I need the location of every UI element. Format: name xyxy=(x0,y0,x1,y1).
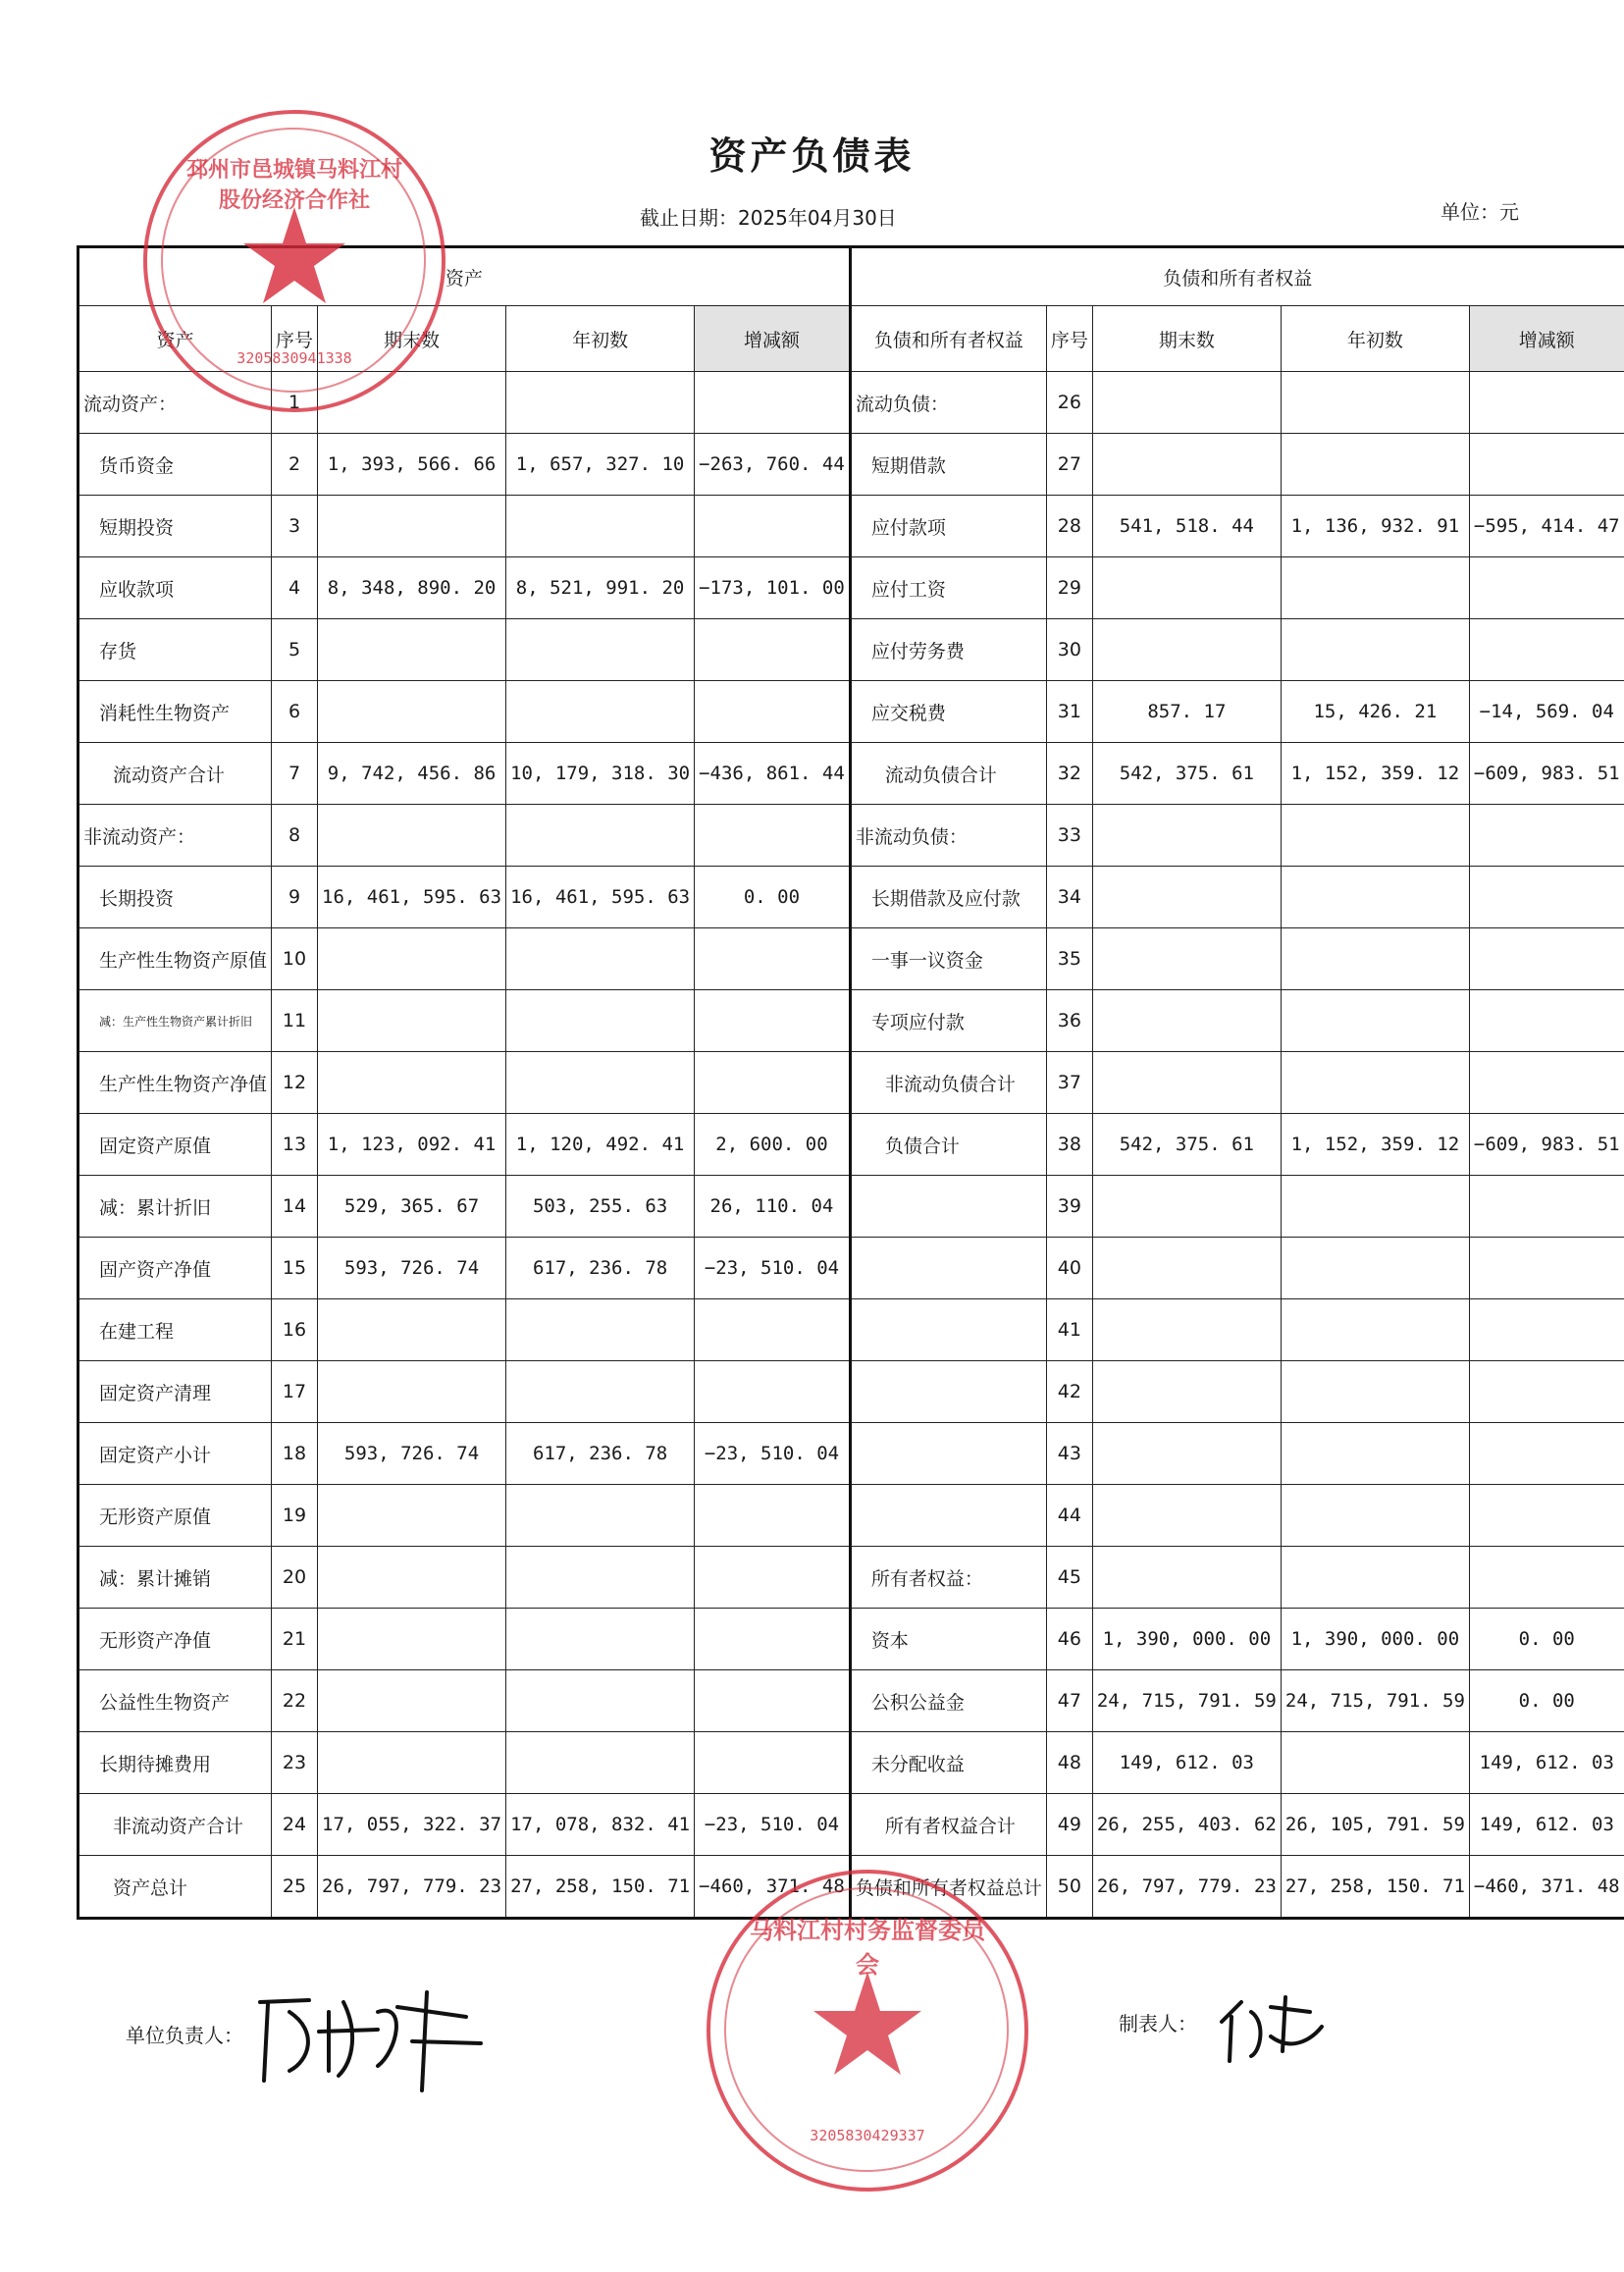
asset-name: 货币资金 xyxy=(79,434,272,496)
asset-seq: 14 xyxy=(272,1176,318,1238)
asset-name: 无形资产原值 xyxy=(79,1485,272,1547)
liability-begin-value: 1, 390, 000. 00 xyxy=(1281,1609,1469,1670)
asset-end-value xyxy=(318,805,506,867)
asset-change-value xyxy=(695,1299,851,1361)
liability-change-value xyxy=(1469,1052,1624,1114)
liability-end-value xyxy=(1092,1299,1281,1361)
liability-name: 未分配收益 xyxy=(850,1732,1046,1794)
document-title: 资产负债表 xyxy=(708,134,916,178)
asset-begin-value: 617, 236. 78 xyxy=(506,1423,695,1485)
liability-seq: 36 xyxy=(1046,990,1092,1052)
liability-name xyxy=(850,1361,1046,1423)
liability-change-value xyxy=(1469,990,1624,1052)
asset-name: 减：生产性生物资产累计折旧 xyxy=(79,990,272,1052)
asset-end-value xyxy=(318,619,506,681)
liability-seq: 29 xyxy=(1046,557,1092,619)
liability-end-value xyxy=(1092,1423,1281,1485)
asset-seq: 8 xyxy=(272,805,318,867)
balance-sheet-table xyxy=(77,245,1624,1920)
asset-begin-value xyxy=(506,1485,695,1547)
table-row xyxy=(79,1176,1624,1238)
asset-end-value xyxy=(318,496,506,557)
liability-begin-value xyxy=(1281,1485,1469,1547)
asset-name: 固定资产原值 xyxy=(79,1114,272,1176)
asset-change-value: −173, 101. 00 xyxy=(695,557,851,619)
asset-seq: 10 xyxy=(272,928,318,990)
table-row xyxy=(79,1485,1624,1547)
asset-change-value: 26, 110. 04 xyxy=(695,1176,851,1238)
liability-seq: 34 xyxy=(1046,867,1092,928)
liability-change-value: 0. 00 xyxy=(1469,1670,1624,1732)
liability-begin-value xyxy=(1281,805,1469,867)
liability-name: 负债和所有者权益总计 xyxy=(850,1856,1046,1919)
liability-name: 应付劳务费 xyxy=(850,619,1046,681)
liability-name: 资本 xyxy=(850,1609,1046,1670)
asset-change-value xyxy=(695,372,851,434)
liability-end-value: 26, 797, 779. 23 xyxy=(1092,1856,1281,1919)
asset-end-value xyxy=(318,1485,506,1547)
asset-begin-value: 17, 078, 832. 41 xyxy=(506,1794,695,1856)
asset-begin-value xyxy=(506,1670,695,1732)
liability-begin-value xyxy=(1281,1052,1469,1114)
liability-seq: 43 xyxy=(1046,1423,1092,1485)
liability-begin-value: 24, 715, 791. 59 xyxy=(1281,1670,1469,1732)
asset-seq: 13 xyxy=(272,1114,318,1176)
liability-begin-value xyxy=(1281,434,1469,496)
liability-change-value: −595, 414. 47 xyxy=(1469,496,1624,557)
asset-change-value xyxy=(695,496,851,557)
liability-name: 非流动负债： xyxy=(850,805,1046,867)
asset-end-value xyxy=(318,990,506,1052)
asset-begin-value: 10, 179, 318. 30 xyxy=(506,743,695,805)
asset-name: 公益性生物资产 xyxy=(79,1670,272,1732)
liability-seq: 33 xyxy=(1046,805,1092,867)
asset-begin-value xyxy=(506,805,695,867)
table-row xyxy=(79,805,1624,867)
liability-name: 专项应付款 xyxy=(850,990,1046,1052)
asset-begin-value: 1, 657, 327. 10 xyxy=(506,434,695,496)
asset-seq: 2 xyxy=(272,434,318,496)
asset-name: 流动资产： xyxy=(79,372,272,434)
asset-change-value xyxy=(695,681,851,743)
asset-end-value: 593, 726. 74 xyxy=(318,1238,506,1299)
liability-begin-value xyxy=(1281,1176,1469,1238)
cutoff-date: 截止日期：2025年04月30日 xyxy=(640,206,897,230)
asset-end-value: 1, 393, 566. 66 xyxy=(318,434,506,496)
table-row xyxy=(79,1547,1624,1609)
begin-column-header: 年初数 xyxy=(506,306,695,372)
liability-change-value: −609, 983. 51 xyxy=(1469,743,1624,805)
asset-seq: 22 xyxy=(272,1670,318,1732)
asset-end-value: 529, 365. 67 xyxy=(318,1176,506,1238)
liability-end-value: 26, 255, 403. 62 xyxy=(1092,1794,1281,1856)
liability-seq: 32 xyxy=(1046,743,1092,805)
liability-name xyxy=(850,1176,1046,1238)
liability-name: 应付工资 xyxy=(850,557,1046,619)
asset-seq: 20 xyxy=(272,1547,318,1609)
liability-change-value xyxy=(1469,867,1624,928)
liability-end-value xyxy=(1092,805,1281,867)
asset-end-value: 9, 742, 456. 86 xyxy=(318,743,506,805)
table-row xyxy=(79,1114,1624,1176)
liability-change-value xyxy=(1469,434,1624,496)
table-row xyxy=(79,619,1624,681)
liability-seq: 48 xyxy=(1046,1732,1092,1794)
liability-change-value xyxy=(1469,1423,1624,1485)
asset-end-value: 26, 797, 779. 23 xyxy=(318,1856,506,1919)
change-column-header-2: 增减额 xyxy=(1469,306,1624,372)
liability-name: 非流动负债合计 xyxy=(850,1052,1046,1114)
asset-begin-value xyxy=(506,372,695,434)
liability-seq: 37 xyxy=(1046,1052,1092,1114)
seq-column-header: 序号 xyxy=(272,306,318,372)
asset-end-value xyxy=(318,1609,506,1670)
asset-end-value xyxy=(318,1361,506,1423)
liability-name: 一事一议资金 xyxy=(850,928,1046,990)
asset-column-header: 资产 xyxy=(79,306,272,372)
asset-begin-value: 503, 255. 63 xyxy=(506,1176,695,1238)
table-row xyxy=(79,496,1624,557)
assets-group-header: 资产 xyxy=(79,247,851,306)
end-column-header-2: 期末数 xyxy=(1092,306,1281,372)
asset-name: 在建工程 xyxy=(79,1299,272,1361)
asset-end-value xyxy=(318,681,506,743)
asset-seq: 18 xyxy=(272,1423,318,1485)
asset-begin-value xyxy=(506,619,695,681)
liability-seq: 26 xyxy=(1046,372,1092,434)
liability-begin-value xyxy=(1281,928,1469,990)
liability-end-value xyxy=(1092,1547,1281,1609)
liability-end-value xyxy=(1092,1176,1281,1238)
liab-column-header: 负债和所有者权益 xyxy=(850,306,1046,372)
asset-change-value xyxy=(695,1052,851,1114)
asset-seq: 6 xyxy=(272,681,318,743)
liability-change-value: 149, 612. 03 xyxy=(1469,1794,1624,1856)
asset-begin-value xyxy=(506,928,695,990)
liability-begin-value: 1, 152, 359. 12 xyxy=(1281,743,1469,805)
asset-name: 减：累计折旧 xyxy=(79,1176,272,1238)
asset-seq: 25 xyxy=(272,1856,318,1919)
asset-change-value: −23, 510. 04 xyxy=(695,1794,851,1856)
asset-begin-value xyxy=(506,496,695,557)
liability-name: 应付款项 xyxy=(850,496,1046,557)
liability-seq: 28 xyxy=(1046,496,1092,557)
liability-begin-value: 1, 136, 932. 91 xyxy=(1281,496,1469,557)
liability-name xyxy=(850,1423,1046,1485)
asset-end-value xyxy=(318,1732,506,1794)
liability-end-value xyxy=(1092,990,1281,1052)
asset-name: 无形资产净值 xyxy=(79,1609,272,1670)
asset-name: 固产资产净值 xyxy=(79,1238,272,1299)
asset-seq: 5 xyxy=(272,619,318,681)
asset-seq: 23 xyxy=(272,1732,318,1794)
asset-change-value xyxy=(695,1361,851,1423)
liability-end-value xyxy=(1092,619,1281,681)
asset-seq: 19 xyxy=(272,1485,318,1547)
asset-change-value: −436, 861. 44 xyxy=(695,743,851,805)
change-column-header: 增减额 xyxy=(695,306,851,372)
liability-name: 公积公益金 xyxy=(850,1670,1046,1732)
currency-unit: 单位：元 xyxy=(1441,200,1519,224)
asset-begin-value xyxy=(506,681,695,743)
asset-end-value: 1, 123, 092. 41 xyxy=(318,1114,506,1176)
asset-begin-value xyxy=(506,1609,695,1670)
liability-name xyxy=(850,1299,1046,1361)
asset-name: 消耗性生物资产 xyxy=(79,681,272,743)
liability-end-value: 857. 17 xyxy=(1092,681,1281,743)
asset-begin-value: 16, 461, 595. 63 xyxy=(506,867,695,928)
liability-end-value: 542, 375. 61 xyxy=(1092,743,1281,805)
asset-seq: 15 xyxy=(272,1238,318,1299)
preparer-signature xyxy=(1212,1982,1330,2071)
unit-head-label: 单位负责人： xyxy=(126,2024,243,2047)
asset-begin-value: 617, 236. 78 xyxy=(506,1238,695,1299)
liability-seq: 40 xyxy=(1046,1238,1092,1299)
asset-begin-value xyxy=(506,1052,695,1114)
liability-end-value xyxy=(1092,928,1281,990)
table-row xyxy=(79,557,1624,619)
asset-change-value: 0. 00 xyxy=(695,867,851,928)
asset-change-value xyxy=(695,1670,851,1732)
liability-name: 所有者权益： xyxy=(850,1547,1046,1609)
table-row xyxy=(79,1299,1624,1361)
liability-name: 短期借款 xyxy=(850,434,1046,496)
table-row xyxy=(79,1423,1624,1485)
asset-name: 应收款项 xyxy=(79,557,272,619)
asset-seq: 4 xyxy=(272,557,318,619)
liability-begin-value xyxy=(1281,1423,1469,1485)
asset-begin-value xyxy=(506,1732,695,1794)
asset-change-value xyxy=(695,805,851,867)
liability-seq: 39 xyxy=(1046,1176,1092,1238)
liability-seq: 47 xyxy=(1046,1670,1092,1732)
liabilities-group-header: 负债和所有者权益 xyxy=(850,247,1624,306)
table-row xyxy=(79,867,1624,928)
seal-inscription: 邳州市邑城镇马料江村股份经济合作社 xyxy=(185,158,402,213)
asset-change-value xyxy=(695,928,851,990)
asset-begin-value xyxy=(506,1547,695,1609)
liability-seq: 35 xyxy=(1046,928,1092,990)
asset-begin-value xyxy=(506,990,695,1052)
liability-change-value xyxy=(1469,372,1624,434)
liability-end-value xyxy=(1092,557,1281,619)
asset-name: 存货 xyxy=(79,619,272,681)
seal-code-2: 3205830429337 xyxy=(810,2127,925,2144)
asset-name: 固定资产清理 xyxy=(79,1361,272,1423)
asset-begin-value xyxy=(506,1361,695,1423)
asset-end-value: 17, 055, 322. 37 xyxy=(318,1794,506,1856)
liability-begin-value: 27, 258, 150. 71 xyxy=(1281,1856,1469,1919)
liability-name: 负债合计 xyxy=(850,1114,1046,1176)
asset-name: 固定资产小计 xyxy=(79,1423,272,1485)
asset-name: 长期投资 xyxy=(79,867,272,928)
liability-end-value xyxy=(1092,372,1281,434)
asset-begin-value: 1, 120, 492. 41 xyxy=(506,1114,695,1176)
seq-column-header-2: 序号 xyxy=(1046,306,1092,372)
asset-seq: 12 xyxy=(272,1052,318,1114)
liability-begin-value: 26, 105, 791. 59 xyxy=(1281,1794,1469,1856)
asset-end-value xyxy=(318,928,506,990)
liability-begin-value xyxy=(1281,1299,1469,1361)
asset-end-value xyxy=(318,1670,506,1732)
liability-change-value xyxy=(1469,1299,1624,1361)
liability-begin-value: 1, 152, 359. 12 xyxy=(1281,1114,1469,1176)
liability-begin-value xyxy=(1281,1238,1469,1299)
seal-code: 3205830941338 xyxy=(236,349,352,367)
asset-name: 资产总计 xyxy=(79,1856,272,1919)
begin-column-header-2: 年初数 xyxy=(1281,306,1469,372)
asset-change-value: −263, 760. 44 xyxy=(695,434,851,496)
liability-name: 所有者权益合计 xyxy=(850,1794,1046,1856)
liability-seq: 27 xyxy=(1046,434,1092,496)
asset-seq: 11 xyxy=(272,990,318,1052)
table-row xyxy=(79,1609,1624,1670)
liability-end-value: 149, 612. 03 xyxy=(1092,1732,1281,1794)
asset-end-value xyxy=(318,1547,506,1609)
liability-end-value xyxy=(1092,1238,1281,1299)
asset-name: 长期待摊费用 xyxy=(79,1732,272,1794)
asset-name: 减：累计摊销 xyxy=(79,1547,272,1609)
liability-begin-value xyxy=(1281,990,1469,1052)
liability-change-value: 0. 00 xyxy=(1469,1609,1624,1670)
unit-head-signature xyxy=(250,1973,496,2100)
asset-begin-value: 8, 521, 991. 20 xyxy=(506,557,695,619)
asset-end-value: 593, 726. 74 xyxy=(318,1423,506,1485)
liability-change-value xyxy=(1469,1176,1624,1238)
liability-seq: 50 xyxy=(1046,1856,1092,1919)
asset-change-value xyxy=(695,1609,851,1670)
asset-begin-value xyxy=(506,1299,695,1361)
liability-name: 流动负债合计 xyxy=(850,743,1046,805)
liability-seq: 49 xyxy=(1046,1794,1092,1856)
liability-begin-value xyxy=(1281,1547,1469,1609)
liability-seq: 41 xyxy=(1046,1299,1092,1361)
asset-end-value xyxy=(318,1299,506,1361)
liability-change-value xyxy=(1469,557,1624,619)
table-row xyxy=(79,990,1624,1052)
asset-change-value xyxy=(695,1732,851,1794)
liability-begin-value xyxy=(1281,372,1469,434)
liability-end-value: 541, 518. 44 xyxy=(1092,496,1281,557)
liability-end-value: 24, 715, 791. 59 xyxy=(1092,1670,1281,1732)
asset-end-value: 8, 348, 890. 20 xyxy=(318,557,506,619)
table-row xyxy=(79,1238,1624,1299)
liability-end-value xyxy=(1092,434,1281,496)
asset-change-value xyxy=(695,990,851,1052)
liability-change-value xyxy=(1469,1547,1624,1609)
liability-name xyxy=(850,1238,1046,1299)
asset-seq: 9 xyxy=(272,867,318,928)
liability-name: 应交税费 xyxy=(850,681,1046,743)
asset-change-value: 2, 600. 00 xyxy=(695,1114,851,1176)
asset-seq: 17 xyxy=(272,1361,318,1423)
asset-change-value: −23, 510. 04 xyxy=(695,1423,851,1485)
asset-begin-value: 27, 258, 150. 71 xyxy=(506,1856,695,1919)
liability-change-value: −609, 983. 51 xyxy=(1469,1114,1624,1176)
liability-begin-value xyxy=(1281,867,1469,928)
table-row xyxy=(79,743,1624,805)
table-row xyxy=(79,681,1624,743)
liability-seq: 31 xyxy=(1046,681,1092,743)
table-row xyxy=(79,434,1624,496)
end-column-header: 期末数 xyxy=(318,306,506,372)
liability-change-value xyxy=(1469,1361,1624,1423)
supervision-committee-seal xyxy=(707,1870,1028,2192)
liability-change-value xyxy=(1469,619,1624,681)
asset-seq: 24 xyxy=(272,1794,318,1856)
liability-end-value xyxy=(1092,1485,1281,1547)
asset-change-value: −460, 371. 48 xyxy=(695,1856,851,1919)
liability-end-value: 542, 375. 61 xyxy=(1092,1114,1281,1176)
table-row xyxy=(79,1670,1624,1732)
liability-change-value xyxy=(1469,928,1624,990)
liability-begin-value xyxy=(1281,619,1469,681)
liability-change-value xyxy=(1469,805,1624,867)
liability-seq: 38 xyxy=(1046,1114,1092,1176)
liability-change-value: 149, 612. 03 xyxy=(1469,1732,1624,1794)
liability-change-value: −460, 371. 48 xyxy=(1469,1856,1624,1919)
liability-end-value xyxy=(1092,867,1281,928)
asset-end-value xyxy=(318,1052,506,1114)
seal-inscription-2: 马料江村村务监督委员会 xyxy=(750,1917,985,1979)
liability-name: 流动负债： xyxy=(850,372,1046,434)
asset-name: 流动资产合计 xyxy=(79,743,272,805)
asset-name: 短期投资 xyxy=(79,496,272,557)
asset-seq: 7 xyxy=(272,743,318,805)
asset-change-value: −23, 510. 04 xyxy=(695,1238,851,1299)
asset-seq: 21 xyxy=(272,1609,318,1670)
liability-name xyxy=(850,1485,1046,1547)
asset-name: 生产性生物资产净值 xyxy=(79,1052,272,1114)
liability-change-value xyxy=(1469,1485,1624,1547)
asset-seq: 16 xyxy=(272,1299,318,1361)
asset-change-value xyxy=(695,619,851,681)
asset-name: 非流动资产合计 xyxy=(79,1794,272,1856)
liability-change-value xyxy=(1469,1238,1624,1299)
liability-begin-value xyxy=(1281,557,1469,619)
asset-name: 非流动资产： xyxy=(79,805,272,867)
asset-seq: 3 xyxy=(272,496,318,557)
asset-seq: 1 xyxy=(272,372,318,434)
liability-end-value: 1, 390, 000. 00 xyxy=(1092,1609,1281,1670)
table-row xyxy=(79,1052,1624,1114)
asset-change-value xyxy=(695,1485,851,1547)
liability-seq: 30 xyxy=(1046,619,1092,681)
liability-seq: 46 xyxy=(1046,1609,1092,1670)
table-row xyxy=(79,1732,1624,1794)
liability-change-value: −14, 569. 04 xyxy=(1469,681,1624,743)
preparer-label: 制表人： xyxy=(1119,2012,1197,2035)
asset-change-value xyxy=(695,1547,851,1609)
village-cooperative-seal xyxy=(143,110,445,412)
table-row xyxy=(79,928,1624,990)
table-row xyxy=(79,1361,1624,1423)
asset-end-value: 16, 461, 595. 63 xyxy=(318,867,506,928)
liability-name: 长期借款及应付款 xyxy=(850,867,1046,928)
liability-seq: 42 xyxy=(1046,1361,1092,1423)
liability-begin-value xyxy=(1281,1732,1469,1794)
liability-seq: 44 xyxy=(1046,1485,1092,1547)
liability-seq: 45 xyxy=(1046,1547,1092,1609)
liability-end-value xyxy=(1092,1361,1281,1423)
liability-end-value xyxy=(1092,1052,1281,1114)
liability-begin-value xyxy=(1281,1361,1469,1423)
asset-name: 生产性生物资产原值 xyxy=(79,928,272,990)
liability-begin-value: 15, 426. 21 xyxy=(1281,681,1469,743)
table-row xyxy=(79,1794,1624,1856)
